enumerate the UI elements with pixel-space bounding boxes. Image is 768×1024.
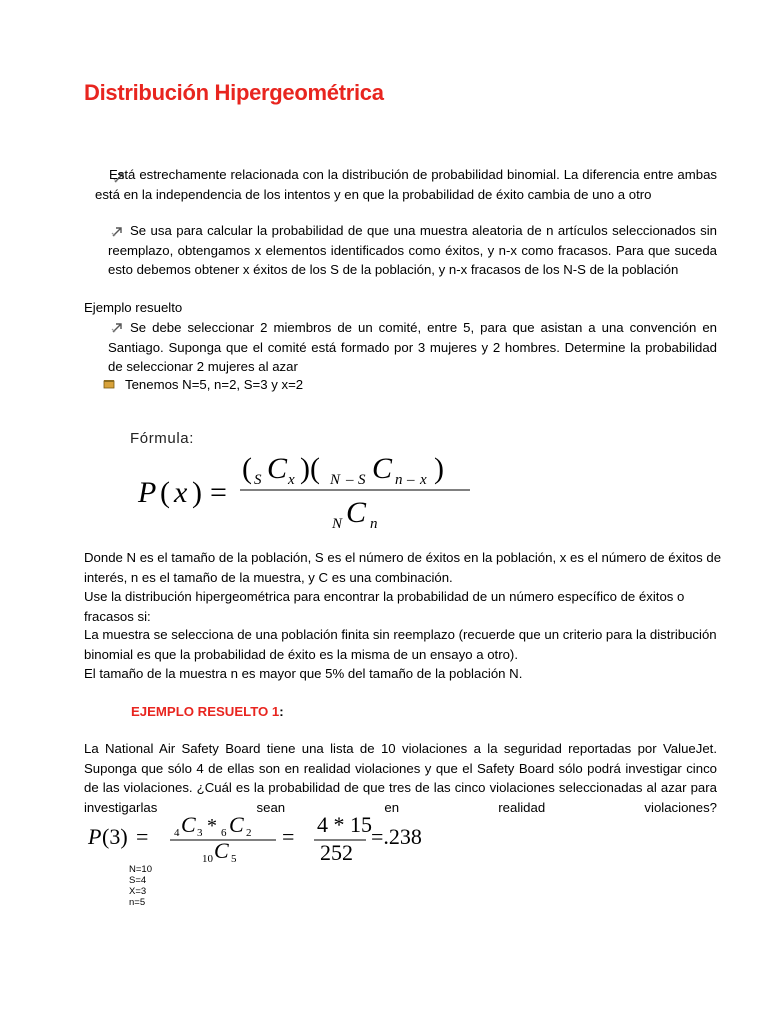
- condition-1-text: La muestra se selecciona de una población finita sin reemplazo (recuerde que un criterio para la distribución binomial es que la probabilidad de éxito es la misma de un ensayo a otro).: [84, 627, 717, 662]
- svg-text:C: C: [372, 452, 393, 485]
- svg-text:)(: )(: [300, 452, 320, 485]
- svg-text:5: 5: [231, 853, 237, 865]
- svg-text:–: –: [346, 472, 354, 488]
- svg-text:C: C: [267, 452, 288, 485]
- svg-text:=: =: [136, 824, 149, 849]
- svg-text:(3): (3): [102, 824, 128, 849]
- svg-text:n: n: [370, 516, 378, 532]
- bullet-text-1: Está estrechamente relacionada con la distribución de probabilidad binomial. La diferencia entre ambas está en la independencia de los intentos y en que la probabilidad de éxito cambia de uno a otro: [95, 167, 717, 202]
- svg-text:=: =: [210, 476, 227, 509]
- bullet-text-2: Se usa para calcular la probabilidad de que una muestra aleatoria de n artículos seleccionados sin reemplazo, obtengamos x elementos identificados como éxitos, y n-x como fracasos. Para que suceda esto debemos obtener x éxitos de los S de la población, y n-x fracasos de los N-S de la población: [108, 223, 717, 277]
- example-1-heading: [131, 702, 284, 722]
- svg-text:3: 3: [197, 827, 203, 839]
- formula-label: Fórmula:: [130, 430, 194, 447]
- variable-n-total: N=10: [129, 864, 152, 875]
- svg-text:P: P: [138, 476, 157, 509]
- svg-text:N: N: [332, 516, 343, 532]
- definitions-text: Donde N es el tamaño de la población, S es el número de éxitos en la población, x es el número de éxitos de interés, n es el tamaño de la muestra, y C es una combinación.: [84, 550, 722, 585]
- hypergeometric-formula: [130, 448, 490, 538]
- variable-s: S=4: [129, 875, 147, 886]
- svg-text:x: x: [288, 472, 295, 488]
- svg-text:C: C: [346, 496, 367, 529]
- page-title: Distribución Hipergeométrica: [84, 80, 384, 105]
- example-formula: [84, 812, 444, 868]
- svg-text:–: –: [407, 472, 415, 488]
- book-bullet-icon: [103, 378, 115, 390]
- variable-x: X=3: [129, 886, 147, 897]
- svg-text:(: (: [242, 452, 252, 485]
- bullet-text-3: Se debe seleccionar 2 miembros de un comité, entre 5, para que asistan a una convención en Santiago. Suponga que el comité está formado por 3 mujeres y 2 hombres. Determine la probabilidad de seleccionar 2 mujeres al azar: [108, 320, 717, 374]
- example-1-heading-colon: :: [279, 704, 284, 719]
- svg-text:S: S: [358, 472, 366, 488]
- svg-text:6: 6: [221, 827, 227, 839]
- svg-text:=: =: [282, 824, 295, 849]
- svg-text:2: 2: [246, 827, 252, 839]
- svg-text:x: x: [420, 472, 427, 488]
- example-heading: Ejemplo resuelto: [84, 300, 183, 315]
- svg-text:=.238: =.238: [371, 824, 422, 849]
- svg-text:S: S: [254, 472, 262, 488]
- variables-list: [129, 864, 152, 908]
- svg-text:C: C: [214, 838, 229, 863]
- example-1-text: La National Air Safety Board tiene una lista de 10 violaciones a la seguridad reportadas por ValueJet. Suponga que sólo 4 de ellas son en realidad violaciones y que el Safety Board sólo podrá investigar cinco de las violaciones. ¿Cuál es la probabilidad de que tres de las cinco violaciones seleccionadas al azar para investigarlas sean en realidad violaciones?: [84, 741, 717, 815]
- bullet-text-4: Tenemos N=5, n=2, S=3 y x=2: [125, 377, 304, 392]
- svg-text:10: 10: [202, 853, 213, 865]
- svg-text:C: C: [229, 812, 244, 837]
- svg-text:n: n: [395, 472, 403, 488]
- svg-text:): ): [434, 452, 444, 485]
- svg-text:C: C: [181, 812, 196, 837]
- svg-text:252: 252: [320, 840, 353, 865]
- svg-text:P: P: [88, 824, 102, 849]
- example-1-heading-label: EJEMPLO RESUELTO 1: [131, 704, 280, 719]
- svg-text:): ): [192, 476, 202, 509]
- use-intro-text: Use la distribución hipergeométrica para encontrar la probabilidad de un número específico de éxitos o fracasos si:: [84, 589, 685, 624]
- svg-text:4: 4: [174, 827, 180, 839]
- svg-text:(: (: [160, 476, 170, 509]
- svg-text:N: N: [330, 472, 341, 488]
- svg-text:*: *: [207, 815, 217, 837]
- svg-text:4 * 15: 4 * 15: [317, 812, 372, 837]
- svg-text:x: x: [174, 476, 188, 509]
- variable-n-sample: n=5: [129, 897, 146, 908]
- condition-2-text: El tamaño de la muestra n es mayor que 5% del tamaño de la población N.: [84, 666, 523, 681]
